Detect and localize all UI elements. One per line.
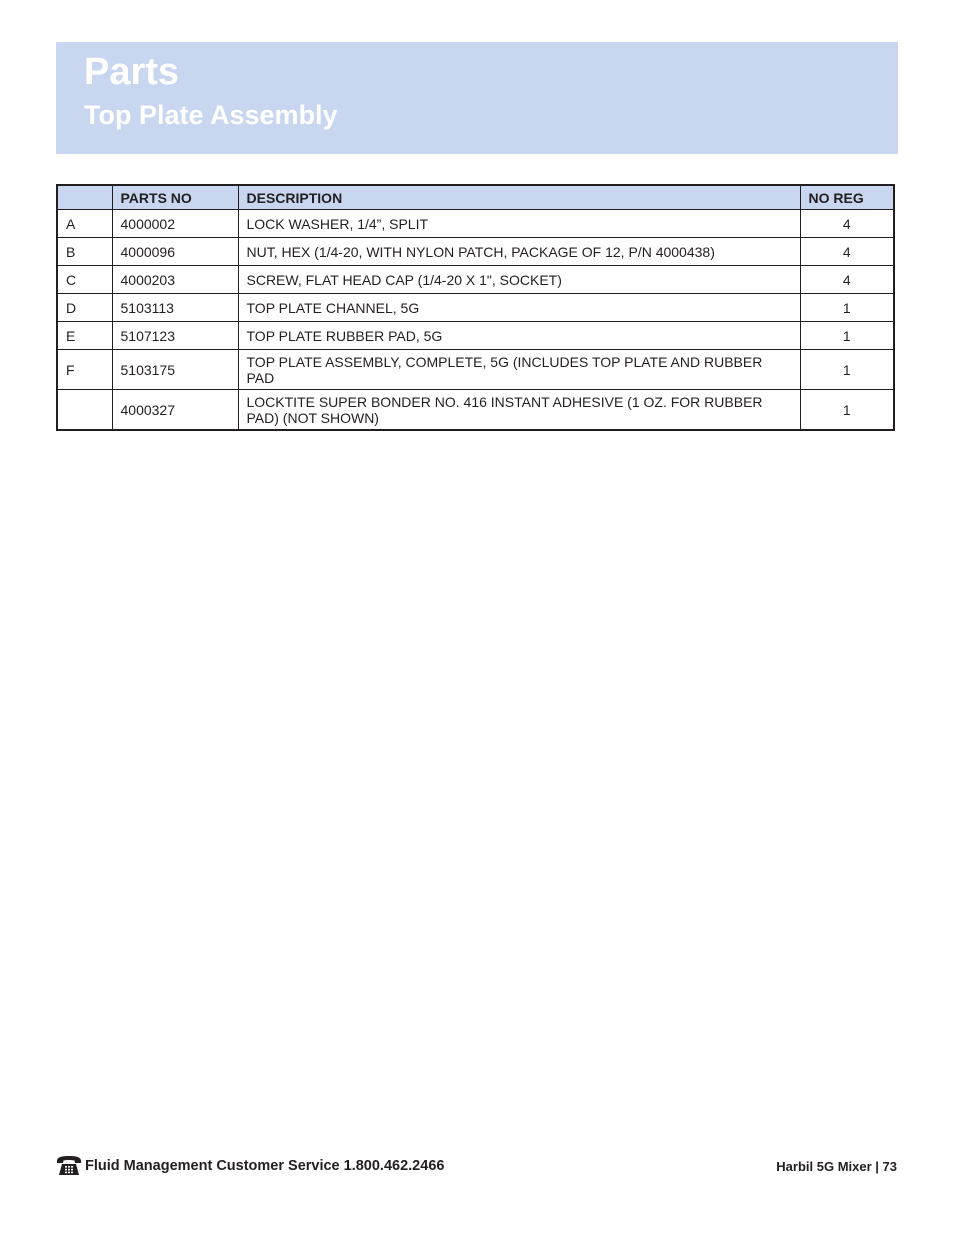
customer-service-text: Fluid Management Customer Service 1.800.462.2466 (85, 1158, 445, 1174)
ref-cell: A (57, 210, 112, 238)
table-row (57, 266, 894, 294)
table-row (57, 350, 894, 390)
part-no-cell: 5107123 (112, 322, 238, 350)
part-no-cell: 4000203 (112, 266, 238, 294)
ref-cell (57, 390, 112, 431)
qty-cell: 1 (800, 390, 894, 431)
header-band (56, 42, 898, 154)
table-row (57, 294, 894, 322)
description-cell: TOP PLATE RUBBER PAD, 5G (238, 322, 800, 350)
table-header-row (57, 185, 894, 210)
qty-cell: 4 (800, 266, 894, 294)
part-no-cell: 5103175 (112, 350, 238, 390)
description-cell: LOCK WASHER, 1/4”, SPLIT (238, 210, 800, 238)
ref-cell: D (57, 294, 112, 322)
table-row (57, 238, 894, 266)
table-row (57, 210, 894, 238)
table-row (57, 390, 894, 431)
description-cell: SCREW, FLAT HEAD CAP (1/4-20 X 1", SOCKET) (238, 266, 800, 294)
table-row (57, 322, 894, 350)
ref-cell: B (57, 238, 112, 266)
part-no-cell: 4000002 (112, 210, 238, 238)
telephone-icon (56, 1155, 82, 1177)
description-cell: TOP PLATE ASSEMBLY, COMPLETE, 5G (INCLUDES TOP PLATE AND RUBBER PAD (238, 350, 800, 390)
part-no-cell: 4000096 (112, 238, 238, 266)
description-cell: LOCKTITE SUPER BONDER NO. 416 INSTANT ADHESIVE (1 OZ. FOR RUBBER PAD) (NOT SHOWN) (238, 390, 800, 431)
ref-cell: E (57, 322, 112, 350)
qty-cell: 4 (800, 238, 894, 266)
column-header-ref (57, 185, 112, 210)
page-title: Parts (84, 51, 180, 93)
column-header-no-reg: NO REG (800, 185, 894, 210)
qty-cell: 1 (800, 350, 894, 390)
parts-table (56, 184, 895, 431)
description-cell: TOP PLATE CHANNEL, 5G (238, 294, 800, 322)
ref-cell: C (57, 266, 112, 294)
page-number-label: Harbil 5G Mixer | 73 (776, 1159, 897, 1174)
description-cell: NUT, HEX (1/4-20, WITH NYLON PATCH, PACKAGE OF 12, P/N 4000438) (238, 238, 800, 266)
qty-cell: 1 (800, 294, 894, 322)
footer-customer-service (56, 1153, 444, 1179)
column-header-parts-no: PARTS NO (112, 185, 238, 210)
part-no-cell: 4000327 (112, 390, 238, 431)
column-header-description: DESCRIPTION (238, 185, 800, 210)
qty-cell: 1 (800, 322, 894, 350)
ref-cell: F (57, 350, 112, 390)
qty-cell: 4 (800, 210, 894, 238)
page-subtitle: Top Plate Assembly (84, 100, 338, 130)
part-no-cell: 5103113 (112, 294, 238, 322)
